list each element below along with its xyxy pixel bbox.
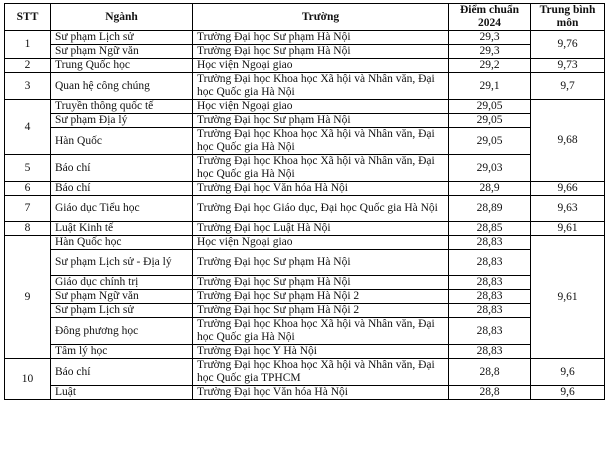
nganh-cell: Hàn Quốc học [51,236,193,250]
stt-cell: 8 [5,222,51,236]
nganh-cell: Báo chí [51,359,193,386]
tb-cell: 9,61 [531,236,605,359]
nganh-cell: Sư phạm Địa lý [51,114,193,128]
table-row [5,236,605,250]
diem-cell: 28,83 [449,276,531,290]
truong-cell: Trường Đại học Khoa học Xã hội và Nhân văn, Đại học Quốc gia Hà Nội [193,128,449,155]
truong-cell: Trường Đại học Sư phạm Hà Nội 2 [193,290,449,304]
header-stt: STT [5,4,51,31]
table-row [5,276,605,290]
table-row [5,359,605,386]
table-row [5,59,605,73]
truong-cell: Trường Đại học Giáo dục, Đại học Quốc gia Hà Nội [193,196,449,222]
truong-cell: Trường Đại học Sư phạm Hà Nội [193,45,449,59]
diem-cell: 29,2 [449,59,531,73]
nganh-cell: Quan hệ công chúng [51,73,193,100]
truong-cell: Trường Đại học Sư phạm Hà Nội 2 [193,304,449,318]
table-row [5,182,605,196]
diem-cell: 28,83 [449,250,531,276]
tb-cell: 9,73 [531,59,605,73]
diem-cell: 29,3 [449,45,531,59]
nganh-cell: Giáo dục Tiểu học [51,196,193,222]
header-trung-binh-mon: Trung bình môn [531,4,605,31]
table-row [5,318,605,345]
truong-cell: Trường Đại học Sư phạm Hà Nội [193,250,449,276]
diem-cell: 29,05 [449,114,531,128]
diem-cell: 28,89 [449,196,531,222]
diem-cell: 28,8 [449,359,531,386]
nganh-cell: Sư phạm Lịch sử - Địa lý [51,250,193,276]
tb-cell: 9,7 [531,73,605,100]
truong-cell: Trường Đại học Khoa học Xã hội và Nhân văn, Đại học Quốc gia Hà Nội [193,318,449,345]
diem-cell: 28,83 [449,345,531,359]
diem-cell: 29,1 [449,73,531,100]
truong-cell: Trường Đại học Khoa học Xã hội và Nhân văn, Đại học Quốc gia Hà Nội [193,155,449,182]
table-row [5,345,605,359]
nganh-cell: Trung Quốc học [51,59,193,73]
nganh-cell: Luật [51,386,193,400]
table-row [5,31,605,45]
truong-cell: Học viện Ngoại giao [193,100,449,114]
diem-cell: 28,83 [449,318,531,345]
nganh-cell: Truyền thông quốc tế [51,100,193,114]
diem-cell: 29,3 [449,31,531,45]
tb-cell: 9,6 [531,359,605,386]
table-row [5,73,605,100]
table-row [5,45,605,59]
truong-cell: Trường Đại học Sư phạm Hà Nội [193,31,449,45]
tb-cell: 9,63 [531,196,605,222]
diem-cell: 28,83 [449,236,531,250]
tb-cell: 9,68 [531,100,605,182]
tb-cell: 9,6 [531,386,605,400]
diem-cell: 28,85 [449,222,531,236]
truong-cell: Học viện Ngoại giao [193,59,449,73]
table-row [5,290,605,304]
diem-cell: 28,8 [449,386,531,400]
header-truong: Trường [193,4,449,31]
stt-cell: 1 [5,31,51,59]
diem-cell: 29,05 [449,100,531,114]
nganh-cell: Đông phương học [51,318,193,345]
tb-cell: 9,66 [531,182,605,196]
stt-cell: 10 [5,359,51,400]
cutoff-score-table [4,3,605,400]
diem-cell: 28,83 [449,304,531,318]
table-row [5,304,605,318]
truong-cell: Trường Đại học Luật Hà Nội [193,222,449,236]
table-row [5,386,605,400]
nganh-cell: Báo chí [51,182,193,196]
nganh-cell: Sư phạm Lịch sử [51,31,193,45]
stt-cell: 5 [5,155,51,182]
table-row [5,100,605,114]
truong-cell: Trường Đại học Khoa học Xã hội và Nhân văn, Đại học Quốc gia TPHCM [193,359,449,386]
nganh-cell: Sư phạm Ngữ văn [51,290,193,304]
stt-cell: 4 [5,100,51,155]
table-row [5,250,605,276]
truong-cell: Trường Đại học Khoa học Xã hội và Nhân văn, Đại học Quốc gia Hà Nội [193,73,449,100]
nganh-cell: Báo chí [51,155,193,182]
table-row [5,155,605,182]
truong-cell: Trường Đại học Y Hà Nội [193,345,449,359]
truong-cell: Học viện Ngoại giao [193,236,449,250]
stt-cell: 3 [5,73,51,100]
tb-cell: 9,61 [531,222,605,236]
table-row [5,222,605,236]
truong-cell: Trường Đại học Sư phạm Hà Nội [193,276,449,290]
table-row [5,196,605,222]
stt-cell: 7 [5,196,51,222]
nganh-cell: Tâm lý học [51,345,193,359]
truong-cell: Trường Đại học Văn hóa Hà Nội [193,386,449,400]
tb-cell: 9,76 [531,31,605,59]
truong-cell: Trường Đại học Văn hóa Hà Nội [193,182,449,196]
header-row [5,4,605,31]
nganh-cell: Luật Kinh tế [51,222,193,236]
diem-cell: 28,9 [449,182,531,196]
stt-cell: 9 [5,236,51,359]
diem-cell: 28,83 [449,290,531,304]
header-nganh: Ngành [51,4,193,31]
diem-cell: 29,03 [449,155,531,182]
nganh-cell: Hàn Quốc [51,128,193,155]
diem-cell: 29,05 [449,128,531,155]
table-row [5,114,605,128]
truong-cell: Trường Đại học Sư phạm Hà Nội [193,114,449,128]
stt-cell: 2 [5,59,51,73]
nganh-cell: Sư phạm Ngữ văn [51,45,193,59]
header-diem-chuan: Điểm chuẩn 2024 [449,4,531,31]
stt-cell: 6 [5,182,51,196]
nganh-cell: Giáo dục chính trị [51,276,193,290]
nganh-cell: Sư phạm Lịch sử [51,304,193,318]
table-row [5,128,605,155]
